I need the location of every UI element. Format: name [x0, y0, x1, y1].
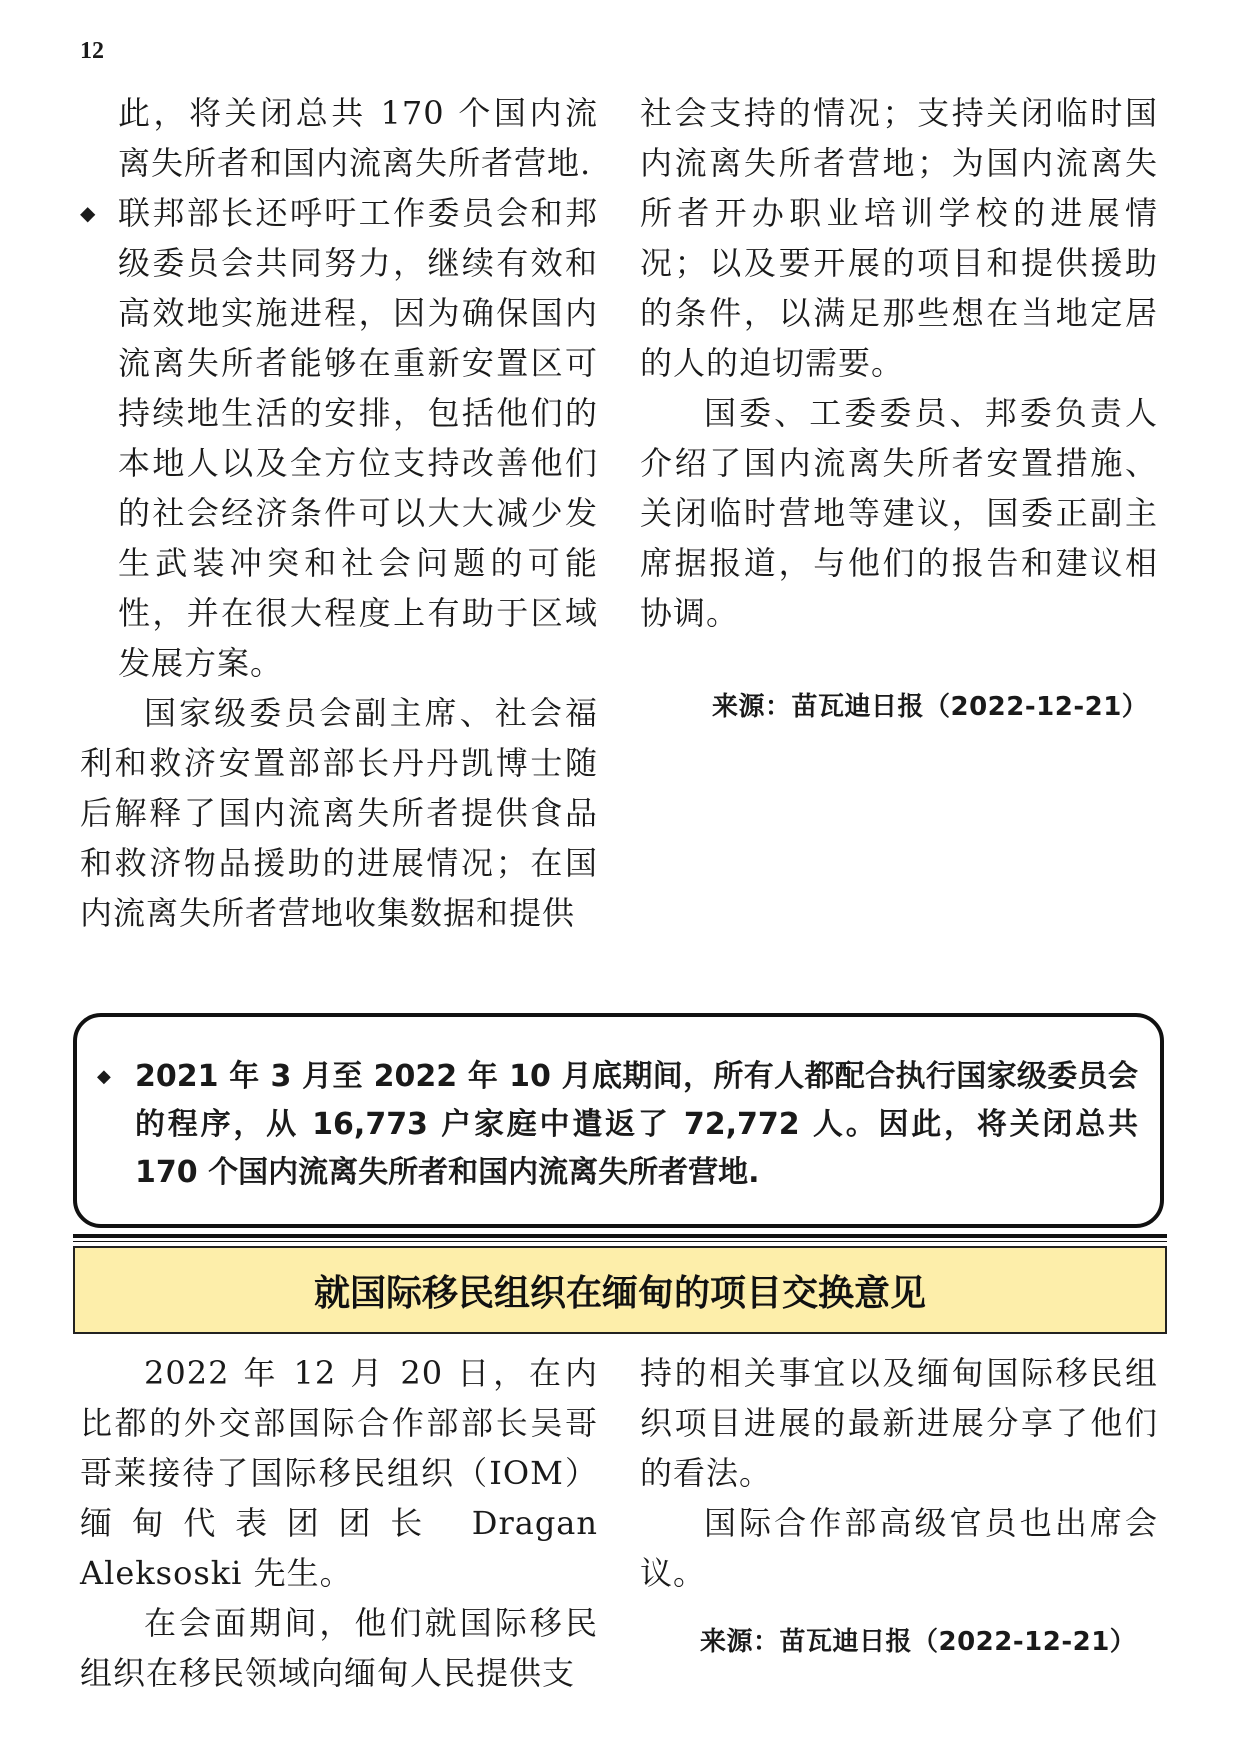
diamond-bullet-icon: ◆	[97, 1066, 111, 1087]
body-paragraph: 在会面期间，他们就国际移民组织在移民领域向缅甸人民提供支	[80, 1604, 598, 1692]
divider	[73, 1234, 1167, 1238]
continued-text: 持的相关事宜以及缅甸国际移民组织项目进展的最新进展分享了他们的看法。	[640, 1354, 1158, 1492]
article-right-column	[640, 1348, 1158, 1598]
body-paragraph: 国际合作部高级官员也出席会议。	[640, 1504, 1158, 1592]
summary-box	[73, 1013, 1164, 1228]
bullet-text: 联邦部长还呼吁工作委员会和邦级委员会共同努力，继续有效和高效地实施进程，因为确保国内流离失所者能够在重新安置区可持续地生活的安排，包括他们的本地人以及全方位支持改善他们的社会经济条件可以大大减少发生武装冲突和社会问题的可能性，并在很大程度上有助于区域发展方案。	[118, 194, 598, 682]
summary-text: 2021 年 3 月至 2022 年 10 月底期间，所有人都配合执行国家级委员会的程序，从 16,773 户家庭中遣返了 72,772 人。因此，将关闭总共 170 个国内流离失所者和国内流离失所者营地.	[135, 1059, 1138, 1190]
bullet-item	[80, 188, 598, 688]
source-citation: 来源：苗瓦迪日报（2022-12-21）	[712, 692, 1149, 722]
body-paragraph: 国家级委员会副主席、社会福利和救济安置部部长丹丹凯博士随后解释了国内流离失所者提供食品和救济物品援助的进展情况；在国内流离失所者营地收集数据和提供	[80, 694, 598, 932]
page-number: 12	[80, 38, 104, 64]
continued-text: 社会支持的情况；支持关闭临时国内流离失所者营地；为国内流离失所者开办职业培训学校的进展情况；以及要开展的项目和提供援助的条件，以满足那些想在当地定居的人的迫切需要。	[640, 94, 1158, 382]
source-citation: 来源：苗瓦迪日报（2022-12-21）	[700, 1627, 1137, 1657]
diamond-bullet-icon: ◆	[80, 201, 97, 225]
body-paragraph: 2022 年 12 月 20 日，在内比都的外交部国际合作部部长吴哥哥莱接待了国际移民组织（IOM）缅甸代表团团长 Dragan Aleksoski 先生。	[80, 1354, 598, 1592]
continued-text: 此，将关闭总共 170 个国内流离失所者和国内流离失所者营地.	[118, 94, 598, 182]
top-right-column	[640, 88, 1158, 638]
article-left-column	[80, 1348, 598, 1698]
body-paragraph: 国委、工委委员、邦委负责人介绍了国内流离失所者安置措施、关闭临时营地等建议，国委正副主席据报道，与他们的报告和建议相协调。	[640, 394, 1158, 632]
divider	[73, 1241, 1167, 1242]
article-title: 就国际移民组织在缅甸的项目交换意见	[73, 1246, 1167, 1334]
summary-content	[97, 1053, 1138, 1197]
top-left-column	[80, 88, 598, 938]
